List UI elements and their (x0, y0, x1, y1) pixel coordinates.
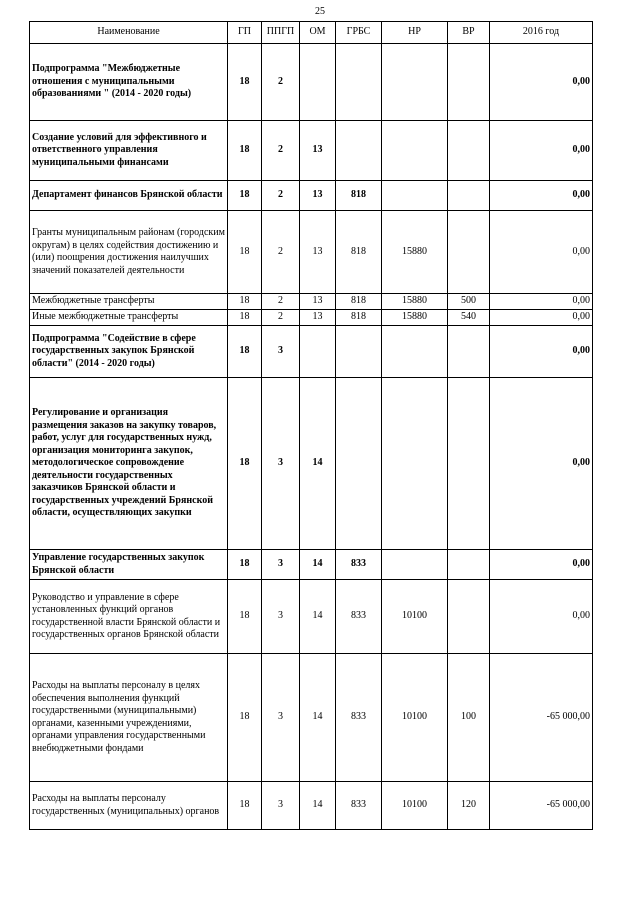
row-amount: 0,00 (490, 294, 593, 310)
row-grbs: 833 (336, 782, 382, 830)
row-vr (448, 550, 490, 580)
row-om: 14 (300, 580, 336, 654)
row-vr: 540 (448, 310, 490, 326)
row-vr: 120 (448, 782, 490, 830)
row-name: Расходы на выплаты персоналу в целях обеспечения выполнения функций государственными (муниципальными) органами, казенными учреждениями, органами управления государственными внебюджетными фондами (30, 654, 228, 782)
row-vr (448, 378, 490, 550)
row-vr (448, 580, 490, 654)
row-ppgp: 2 (262, 211, 300, 294)
row-ppgp: 3 (262, 654, 300, 782)
row-name: Департамент финансов Брянской области (30, 181, 228, 211)
table-row (30, 654, 593, 782)
row-ppgp: 2 (262, 310, 300, 326)
table-row (30, 294, 593, 310)
row-grbs: 833 (336, 550, 382, 580)
row-vr (448, 44, 490, 121)
row-grbs: 833 (336, 580, 382, 654)
row-nr: 15880 (382, 211, 448, 294)
row-ppgp: 3 (262, 782, 300, 830)
row-grbs: 818 (336, 211, 382, 294)
row-grbs: 818 (336, 310, 382, 326)
row-om: 13 (300, 121, 336, 181)
row-om: 13 (300, 181, 336, 211)
row-ppgp: 3 (262, 580, 300, 654)
row-gp: 18 (228, 310, 262, 326)
row-grbs: 833 (336, 654, 382, 782)
row-gp: 18 (228, 181, 262, 211)
row-nr (382, 550, 448, 580)
row-nr (382, 121, 448, 181)
row-om: 13 (300, 310, 336, 326)
row-vr (448, 181, 490, 211)
row-gp: 18 (228, 654, 262, 782)
row-vr (448, 211, 490, 294)
row-nr (382, 326, 448, 378)
row-gp: 18 (228, 44, 262, 121)
row-vr (448, 326, 490, 378)
row-ppgp: 3 (262, 550, 300, 580)
header-grbs: ГРБС (336, 22, 382, 44)
row-vr: 100 (448, 654, 490, 782)
table-row (30, 44, 593, 121)
row-name: Гранты муниципальным районам (городским округам) в целях содействия достижению и (или) поощрения достижения наилучших значений показателей деятельности (30, 211, 228, 294)
table-row (30, 580, 593, 654)
table-row (30, 550, 593, 580)
row-vr: 500 (448, 294, 490, 310)
row-amount: 0,00 (490, 310, 593, 326)
row-om (300, 44, 336, 121)
row-name: Подпрограмма "Межбюджетные отношения с муниципальными образованиями " (2014 - 2020 годы) (30, 44, 228, 121)
table-row (30, 326, 593, 378)
row-amount: -65 000,00 (490, 782, 593, 830)
row-amount: -65 000,00 (490, 654, 593, 782)
table-row (30, 310, 593, 326)
header-vr: ВР (448, 22, 490, 44)
row-grbs: 818 (336, 181, 382, 211)
row-gp: 18 (228, 294, 262, 310)
row-nr: 15880 (382, 294, 448, 310)
row-ppgp: 3 (262, 378, 300, 550)
row-grbs: 818 (336, 294, 382, 310)
header-nr: НР (382, 22, 448, 44)
row-name: Межбюджетные трансферты (30, 294, 228, 310)
row-name: Управление государственных закупок Брянской области (30, 550, 228, 580)
row-amount: 0,00 (490, 121, 593, 181)
row-om: 14 (300, 378, 336, 550)
row-name: Расходы на выплаты персоналу государственных (муниципальных) органов (30, 782, 228, 830)
row-nr: 10100 (382, 580, 448, 654)
row-grbs (336, 44, 382, 121)
row-gp: 18 (228, 782, 262, 830)
header-om: ОМ (300, 22, 336, 44)
row-ppgp: 2 (262, 121, 300, 181)
row-grbs (336, 326, 382, 378)
row-om: 14 (300, 782, 336, 830)
table-row (30, 378, 593, 550)
row-om: 14 (300, 550, 336, 580)
budget-table (29, 21, 593, 830)
row-om: 13 (300, 211, 336, 294)
row-grbs (336, 378, 382, 550)
row-name: Иные межбюджетные трансферты (30, 310, 228, 326)
table-row (30, 181, 593, 211)
row-grbs (336, 121, 382, 181)
page-number: 25 (315, 6, 325, 17)
row-gp: 18 (228, 550, 262, 580)
header-gp: ГП (228, 22, 262, 44)
row-om (300, 326, 336, 378)
row-nr: 15880 (382, 310, 448, 326)
row-amount: 0,00 (490, 378, 593, 550)
row-gp: 18 (228, 211, 262, 294)
row-nr (382, 181, 448, 211)
row-om: 14 (300, 654, 336, 782)
row-gp: 18 (228, 326, 262, 378)
row-vr (448, 121, 490, 181)
row-name: Руководство и управление в сфере установленных функций органов государственной власти Брянской области и государственных органов Брянской области (30, 580, 228, 654)
table-row (30, 782, 593, 830)
row-amount: 0,00 (490, 326, 593, 378)
row-gp: 18 (228, 121, 262, 181)
row-name: Подпрограмма "Содействие в сфере государственных закупок Брянской области" (2014 - 2020 годы) (30, 326, 228, 378)
header-name: Наименование (30, 22, 228, 44)
header-row (30, 22, 593, 44)
row-amount: 0,00 (490, 181, 593, 211)
row-gp: 18 (228, 378, 262, 550)
row-name: Создание условий для эффективного и ответственного управления муниципальными финансами (30, 121, 228, 181)
row-name: Регулирование и организация размещения заказов на закупку товаров, работ, услуг для государственных нужд, организация мониторинга закупок, методологическое сопровождение деятельности государственных заказчиков Брянской области и государственных учреждений Брянской области, осуществляющих закупки (30, 378, 228, 550)
row-nr (382, 378, 448, 550)
header-ppgp: ППГП (262, 22, 300, 44)
row-gp: 18 (228, 580, 262, 654)
row-nr (382, 44, 448, 121)
row-amount: 0,00 (490, 580, 593, 654)
table-row (30, 121, 593, 181)
table-row (30, 211, 593, 294)
row-om: 13 (300, 294, 336, 310)
row-nr: 10100 (382, 654, 448, 782)
row-ppgp: 2 (262, 44, 300, 121)
row-amount: 0,00 (490, 550, 593, 580)
row-amount: 0,00 (490, 44, 593, 121)
row-amount: 0,00 (490, 211, 593, 294)
row-nr: 10100 (382, 782, 448, 830)
row-ppgp: 2 (262, 294, 300, 310)
row-ppgp: 3 (262, 326, 300, 378)
row-ppgp: 2 (262, 181, 300, 211)
header-2016: 2016 год (490, 22, 593, 44)
